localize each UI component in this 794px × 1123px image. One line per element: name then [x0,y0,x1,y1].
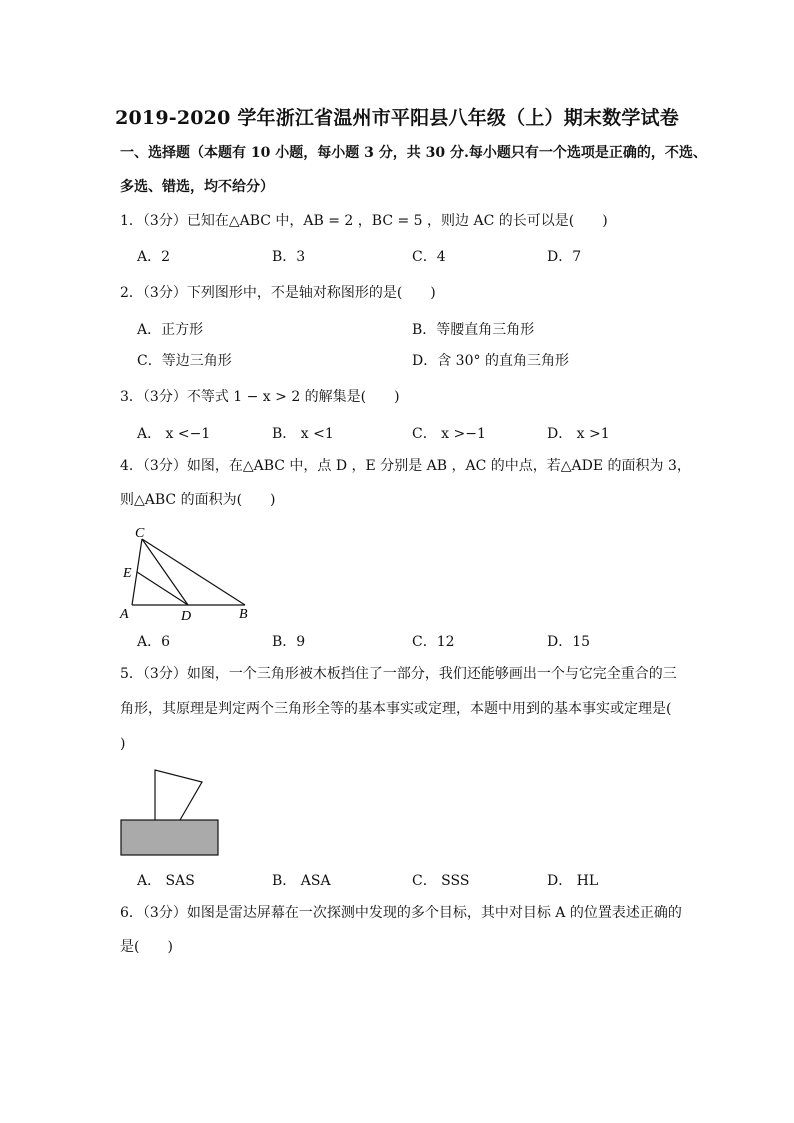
q5-option-b: B． ASA [272,873,331,889]
question-2-stem: 2．（3分）下列图形中，不是轴对称图形的是( ) [120,285,436,301]
q2-option-b: B．等腰直角三角形 [412,322,535,338]
question-4-stem-line1: 4．（3分）如图，在△ABC 中，点 D ，E 分别是 AB ，AC 的中点，若△ADE 的面积为 3， [120,458,691,474]
question-6-stem-line1: 6．（3分）如图是雷达屏幕在一次探测中发现的多个目标，其中对目标 A 的位置表述正确的 [120,905,682,921]
question-6-stem-line2: 是( ) [120,939,173,955]
wooden-board [121,820,218,855]
label-a: A [120,607,129,622]
label-c: C [135,526,145,541]
q2-option-d: D．含 30° 的直角三角形 [412,353,569,369]
q5-option-a: A． SAS [137,873,195,889]
q2-option-a: A．正方形 [137,322,204,338]
question-5-stem-line3: ) [120,736,126,752]
q3-option-a: A． x <−1 [137,426,211,442]
section-header-line1: 一、选择题（本题有 10 小题，每小题 3 分，共 30 分.每小题只有一个选项是正确的，不选、 [120,145,707,161]
label-b: B [239,607,248,622]
label-e: E [123,566,132,581]
q3-option-c: C． x >−1 [412,426,486,442]
triangle-abc-figure [115,522,275,627]
partial-triangle [155,770,202,820]
q3-option-b: B． x <1 [272,426,334,442]
q5-option-c: C． SSS [412,873,470,889]
board-triangle-figure [118,768,222,858]
question-1-stem: 1．（3分）已知在△ABC 中，AB = 2 ，BC = 5 ，则边 AC 的长可以是( ) [120,213,608,229]
question-3-stem: 3．（3分）不等式 1 − x > 2 的解集是( ) [120,389,400,405]
section-header-line2: 多选、错选，均不给分） [120,179,274,195]
q2-option-c: C．等边三角形 [137,353,232,369]
q5-option-d: D． HL [547,873,599,889]
q4-option-d: D．15 [547,634,591,650]
q4-option-b: B．9 [272,634,306,650]
segment-ed [137,572,188,605]
question-5-stem-line1: 5．（3分）如图，一个三角形被木板挡住了一部分，我们还能够画出一个与它完全重合的三 [120,666,677,682]
q1-option-b: B．3 [272,249,306,265]
label-d: D [181,609,192,624]
page-title: 2019-2020 学年浙江省温州市平阳县八年级（上）期末数学试卷 [115,107,679,129]
q1-option-d: D．7 [547,249,582,265]
segment-cb [142,539,245,605]
q1-option-c: C．4 [412,249,446,265]
q1-option-a: A．2 [137,249,171,265]
q4-option-c: C．12 [412,634,455,650]
question-4-stem-line2: 则△ABC 的面积为( ) [120,492,276,508]
q4-option-a: A．6 [137,634,171,650]
q3-option-d: D． x >1 [547,426,610,442]
segment-cd [142,539,188,605]
question-5-stem-line2: 角形，其原理是判定两个三角形全等的基本事实或定理，本题中用到的基本事实或定理是( [120,701,672,717]
